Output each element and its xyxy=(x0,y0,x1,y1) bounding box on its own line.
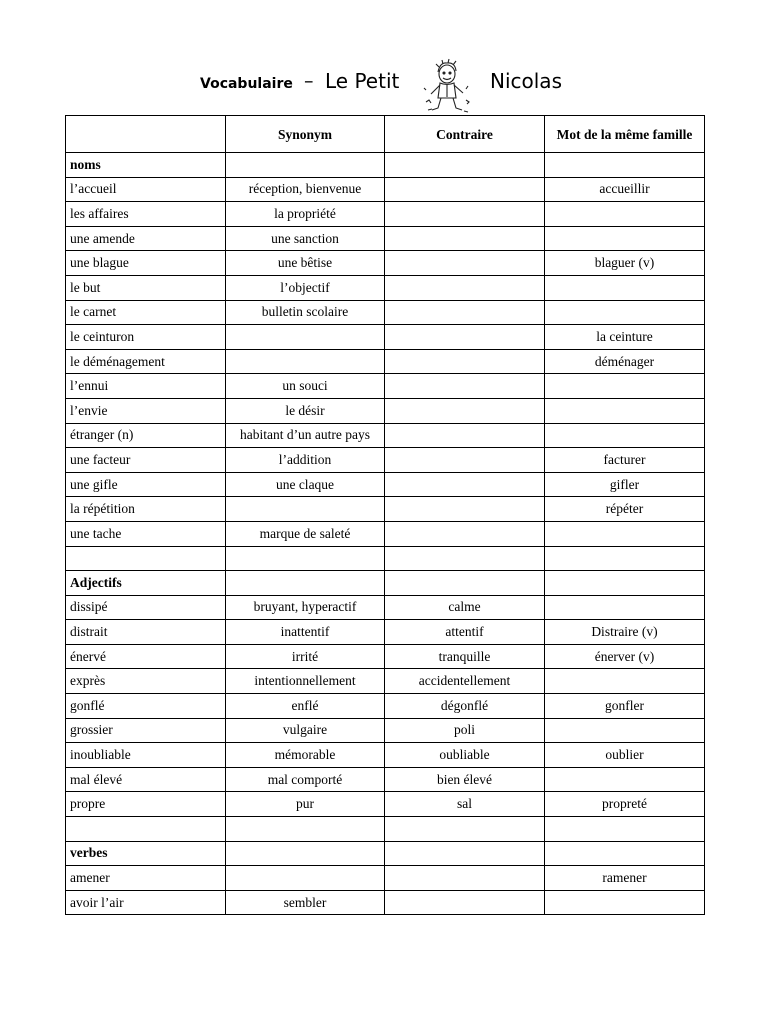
nicolas-drawing-icon xyxy=(418,58,476,114)
synonym-cell: une sanction xyxy=(226,226,385,251)
synonym-cell: habitant d’un autre pays xyxy=(226,423,385,448)
header-cell-contraire: Contraire xyxy=(385,116,545,153)
contraire-cell xyxy=(385,153,545,178)
synonym-cell xyxy=(226,866,385,891)
title-dash: – xyxy=(304,70,314,92)
famille-cell: Distraire (v) xyxy=(545,620,705,645)
blank-row xyxy=(66,817,705,842)
word-cell: dissipé xyxy=(66,595,226,620)
word-cell: propre xyxy=(66,792,226,817)
famille-cell: gifler xyxy=(545,472,705,497)
famille-cell xyxy=(545,571,705,596)
synonym-cell: mémorable xyxy=(226,743,385,768)
word-cell: une facteur xyxy=(66,448,226,473)
table-row xyxy=(66,202,705,227)
section-row xyxy=(66,571,705,596)
famille-cell: répéter xyxy=(545,497,705,522)
famille-cell xyxy=(545,153,705,178)
word-cell: noms xyxy=(66,153,226,178)
synonym-cell xyxy=(226,571,385,596)
word-cell: distrait xyxy=(66,620,226,645)
synonym-cell: une claque xyxy=(226,472,385,497)
table-row xyxy=(66,251,705,276)
famille-cell: blaguer (v) xyxy=(545,251,705,276)
synonym-cell: sembler xyxy=(226,890,385,915)
header-cell-synonym: Synonym xyxy=(226,116,385,153)
section-row xyxy=(66,841,705,866)
table-row xyxy=(66,743,705,768)
famille-cell xyxy=(545,767,705,792)
contraire-cell xyxy=(385,300,545,325)
contraire-cell xyxy=(385,817,545,842)
synonym-cell: vulgaire xyxy=(226,718,385,743)
contraire-cell xyxy=(385,374,545,399)
contraire-cell: tranquille xyxy=(385,644,545,669)
contraire-cell xyxy=(385,398,545,423)
table-row xyxy=(66,521,705,546)
contraire-cell xyxy=(385,251,545,276)
famille-cell: facturer xyxy=(545,448,705,473)
table-row xyxy=(66,226,705,251)
synonym-cell: une bêtise xyxy=(226,251,385,276)
table-row xyxy=(66,349,705,374)
contraire-cell: calme xyxy=(385,595,545,620)
synonym-cell: l’objectif xyxy=(226,275,385,300)
synonym-cell: irrité xyxy=(226,644,385,669)
contraire-cell xyxy=(385,866,545,891)
word-cell: l’accueil xyxy=(66,177,226,202)
word-cell: Adjectifs xyxy=(66,571,226,596)
table-row xyxy=(66,644,705,669)
word-cell: énervé xyxy=(66,644,226,669)
famille-cell xyxy=(545,423,705,448)
synonym-cell: inattentif xyxy=(226,620,385,645)
word-cell: une tache xyxy=(66,521,226,546)
contraire-cell: attentif xyxy=(385,620,545,645)
table-row xyxy=(66,275,705,300)
synonym-cell: bulletin scolaire xyxy=(226,300,385,325)
synonym-cell: un souci xyxy=(226,374,385,399)
synonym-cell: bruyant, hyperactif xyxy=(226,595,385,620)
table-row xyxy=(66,497,705,522)
synonym-cell: le désir xyxy=(226,398,385,423)
famille-cell xyxy=(545,595,705,620)
word-cell: grossier xyxy=(66,718,226,743)
table-row xyxy=(66,669,705,694)
famille-cell: gonfler xyxy=(545,694,705,719)
synonym-cell: enflé xyxy=(226,694,385,719)
synonym-cell: pur xyxy=(226,792,385,817)
famille-cell: déménager xyxy=(545,349,705,374)
contraire-cell xyxy=(385,841,545,866)
synonym-cell: la propriété xyxy=(226,202,385,227)
famille-cell: oublier xyxy=(545,743,705,768)
word-cell: le but xyxy=(66,275,226,300)
contraire-cell: accidentellement xyxy=(385,669,545,694)
header-cell-word xyxy=(66,116,226,153)
title-vocabulaire: Vocabulaire xyxy=(200,76,293,92)
synonym-cell: l’addition xyxy=(226,448,385,473)
word-cell: la répétition xyxy=(66,497,226,522)
word-cell: gonflé xyxy=(66,694,226,719)
synonym-cell xyxy=(226,841,385,866)
table-row xyxy=(66,300,705,325)
word-cell: mal élevé xyxy=(66,767,226,792)
word-cell: avoir l’air xyxy=(66,890,226,915)
contraire-cell xyxy=(385,177,545,202)
famille-cell: la ceinture xyxy=(545,325,705,350)
synonym-cell xyxy=(226,497,385,522)
table-header-row xyxy=(66,116,705,153)
synonym-cell xyxy=(226,817,385,842)
contraire-cell xyxy=(385,325,545,350)
contraire-cell xyxy=(385,546,545,571)
contraire-cell xyxy=(385,349,545,374)
blank-row xyxy=(66,546,705,571)
table-row xyxy=(66,398,705,423)
famille-cell: énerver (v) xyxy=(545,644,705,669)
synonym-cell xyxy=(226,153,385,178)
word-cell: inoubliable xyxy=(66,743,226,768)
title-le-petit: Le Petit xyxy=(325,69,400,93)
word-cell: une gifle xyxy=(66,472,226,497)
synonym-cell xyxy=(226,349,385,374)
famille-cell xyxy=(545,300,705,325)
table-row xyxy=(66,448,705,473)
contraire-cell xyxy=(385,448,545,473)
word-cell: les affaires xyxy=(66,202,226,227)
table-row xyxy=(66,890,705,915)
table-row xyxy=(66,792,705,817)
word-cell xyxy=(66,817,226,842)
contraire-cell xyxy=(385,202,545,227)
famille-cell: ramener xyxy=(545,866,705,891)
contraire-cell xyxy=(385,226,545,251)
famille-cell xyxy=(545,226,705,251)
word-cell: l’ennui xyxy=(66,374,226,399)
contraire-cell: dégonflé xyxy=(385,694,545,719)
table-row xyxy=(66,325,705,350)
famille-cell xyxy=(545,669,705,694)
contraire-cell: bien élevé xyxy=(385,767,545,792)
word-cell: exprès xyxy=(66,669,226,694)
synonym-cell: réception, bienvenue xyxy=(226,177,385,202)
contraire-cell xyxy=(385,890,545,915)
contraire-cell: oubliable xyxy=(385,743,545,768)
synonym-cell: intentionnellement xyxy=(226,669,385,694)
word-cell: amener xyxy=(66,866,226,891)
table-row xyxy=(66,718,705,743)
famille-cell xyxy=(545,841,705,866)
word-cell xyxy=(66,546,226,571)
word-cell: le carnet xyxy=(66,300,226,325)
word-cell: le déménagement xyxy=(66,349,226,374)
table-row xyxy=(66,374,705,399)
table-row xyxy=(66,472,705,497)
word-cell: une blague xyxy=(66,251,226,276)
famille-cell xyxy=(545,374,705,399)
word-cell: verbes xyxy=(66,841,226,866)
contraire-cell xyxy=(385,472,545,497)
famille-cell xyxy=(545,398,705,423)
section-row xyxy=(66,153,705,178)
contraire-cell xyxy=(385,423,545,448)
famille-cell xyxy=(545,890,705,915)
famille-cell xyxy=(545,546,705,571)
vocabulary-table xyxy=(65,115,705,915)
contraire-cell: sal xyxy=(385,792,545,817)
table-row xyxy=(66,620,705,645)
contraire-cell xyxy=(385,497,545,522)
table-row xyxy=(66,767,705,792)
word-cell: le ceinturon xyxy=(66,325,226,350)
header-cell-famille: Mot de la même famille xyxy=(545,116,705,153)
contraire-cell xyxy=(385,521,545,546)
famille-cell xyxy=(545,202,705,227)
famille-cell: propreté xyxy=(545,792,705,817)
document-title xyxy=(0,58,768,110)
table-row xyxy=(66,423,705,448)
contraire-cell: poli xyxy=(385,718,545,743)
synonym-cell xyxy=(226,546,385,571)
table-row xyxy=(66,595,705,620)
word-cell: l’envie xyxy=(66,398,226,423)
word-cell: une amende xyxy=(66,226,226,251)
contraire-cell xyxy=(385,275,545,300)
synonym-cell xyxy=(226,325,385,350)
contraire-cell xyxy=(385,571,545,596)
famille-cell xyxy=(545,718,705,743)
famille-cell: accueillir xyxy=(545,177,705,202)
word-cell: étranger (n) xyxy=(66,423,226,448)
synonym-cell: marque de saleté xyxy=(226,521,385,546)
famille-cell xyxy=(545,275,705,300)
table-row xyxy=(66,177,705,202)
table-row xyxy=(66,694,705,719)
title-nicolas: Nicolas xyxy=(490,69,562,93)
famille-cell xyxy=(545,521,705,546)
famille-cell xyxy=(545,817,705,842)
synonym-cell: mal comporté xyxy=(226,767,385,792)
table-row xyxy=(66,866,705,891)
